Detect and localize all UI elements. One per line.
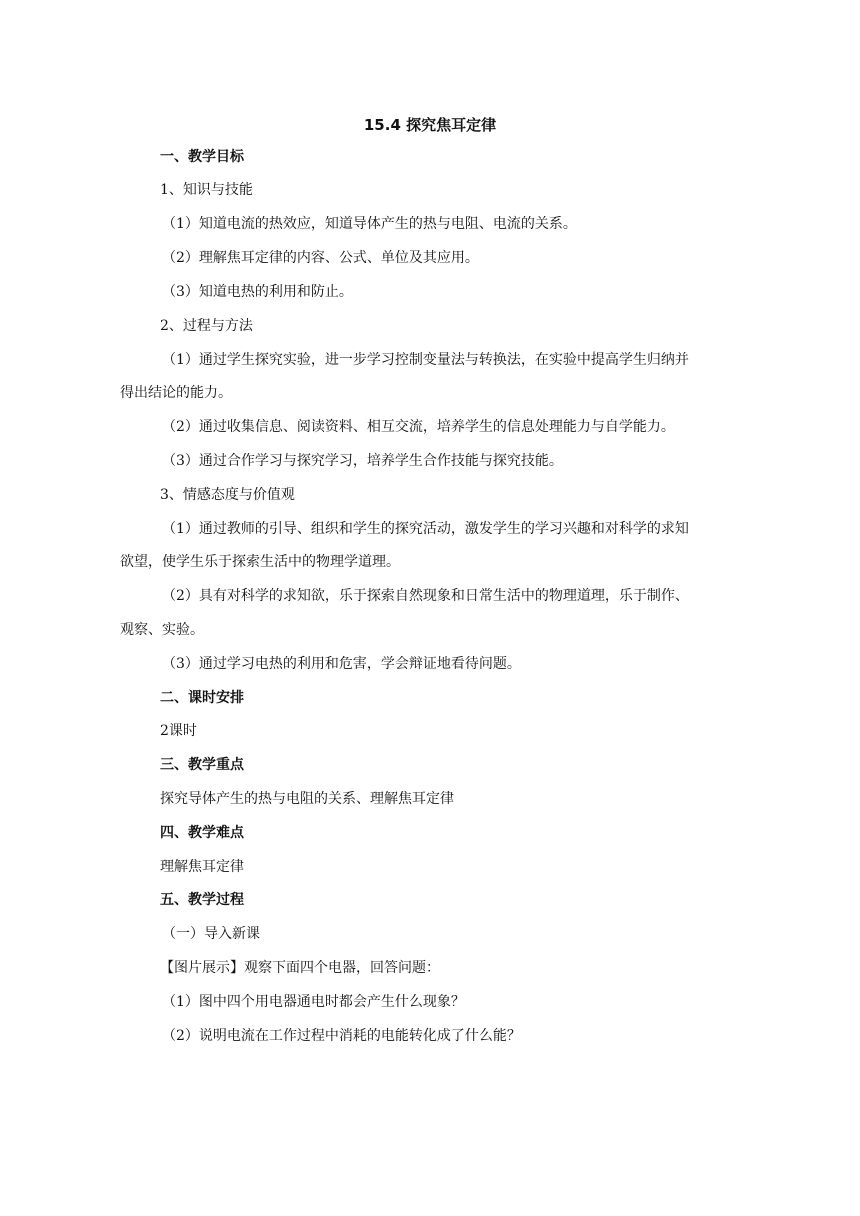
paragraph-line: （2）具有对科学的求知欲，乐于探索自然现象和日常生活中的物理道理，乐于制作、 [162,588,689,604]
section-heading-objectives: 一、教学目标 [160,149,244,165]
paragraph-line: 【图片展示】观察下面四个电器，回答问题： [160,960,440,976]
document-title: 15.4 探究焦耳定律 [363,116,497,134]
paragraph-line: （2）通过收集信息、阅读资料、相互交流，培养学生的信息处理能力与自学能力。 [162,419,675,435]
paragraph-line: （2）理解焦耳定律的内容、公式、单位及其应用。 [162,250,479,266]
paragraph-line: （1）知道电流的热效应，知道导体产生的热与电阻、电流的关系。 [162,216,577,232]
paragraph-line: 2课时 [160,723,197,739]
section-heading-schedule: 二、课时安排 [160,690,244,706]
subheading-introduction: （一）导入新课 [162,926,260,942]
paragraph-line: 得出结论的能力。 [120,385,232,401]
paragraph-line: （3）知道电热的利用和防止。 [162,284,353,300]
paragraph-line: （1）通过学生探究实验，进一步学习控制变量法与转换法，在实验中提高学生归纳并 [162,352,689,368]
paragraph-line: 理解焦耳定律 [160,859,244,875]
paragraph-line: （2）说明电流在工作过程中消耗的电能转化成了什么能？ [162,1028,521,1044]
subheading-attitude-values: 3、情感态度与价值观 [160,487,295,503]
paragraph-line: （3）通过学习电热的利用和危害，学会辩证地看待问题。 [162,656,521,672]
section-heading-key-points: 三、教学重点 [160,757,244,773]
section-heading-difficulties: 四、教学难点 [160,825,244,841]
subheading-knowledge-skills: 1、知识与技能 [160,182,253,198]
subheading-process-method: 2、过程与方法 [160,318,253,334]
section-heading-process: 五、教学过程 [160,892,244,908]
paragraph-line: （1）图中四个用电器通电时都会产生什么现象？ [162,994,465,1010]
paragraph-line: （1）通过教师的引导、组织和学生的探究活动，激发学生的学习兴趣和对科学的求知 [162,521,689,537]
paragraph-line: 探究导体产生的热与电阻的关系、理解焦耳定律 [160,791,454,807]
paragraph-line: 欲望，使学生乐于探索生活中的物理学道理。 [120,554,400,570]
paragraph-line: 观察、实验。 [120,622,204,638]
paragraph-line: （3）通过合作学习与探究学习，培养学生合作技能与探究技能。 [162,453,563,469]
